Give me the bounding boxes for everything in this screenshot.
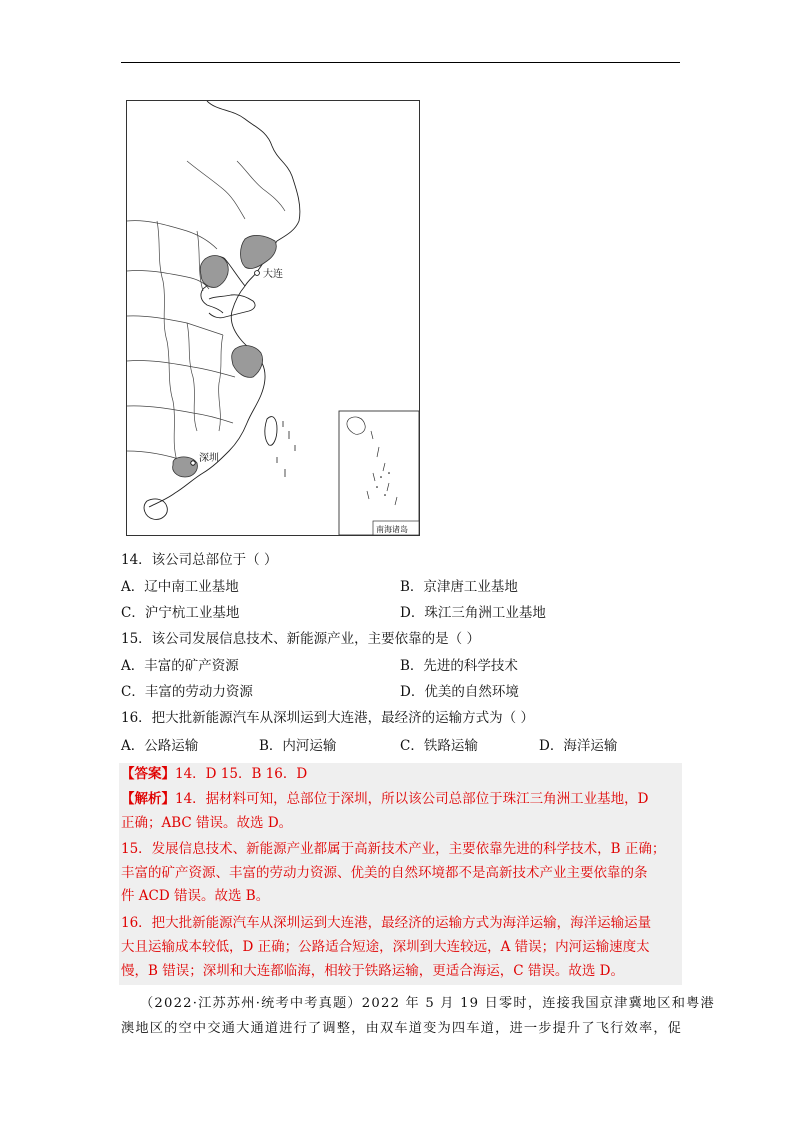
q15-stem: 15．该公司发展信息技术、新能源产业，主要依靠的是（ ） (121, 631, 480, 647)
q16-option-b: B．内河运输 (259, 738, 337, 754)
map-drawing (127, 101, 420, 536)
analysis-line-5: 件 ACD 错误。故选 B。 (121, 888, 270, 904)
china-east-map (126, 100, 420, 536)
label-shenzhen: 深圳 (199, 453, 219, 464)
analysis-tag: 【解析】 (121, 791, 175, 807)
q16-option-a: A．公路运输 (121, 738, 199, 754)
analysis-text-1: 14．据材料可知，总部位于深圳，所以该公司总部位于珠江三角洲工业基地，D (175, 791, 649, 807)
passage-line-1: （2022·江苏苏州·统考中考真题）2022 年 5 月 19 日零时，连接我国京津冀地区和粤港 (140, 996, 715, 1011)
q15-option-b: B．先进的科学技术 (400, 658, 518, 674)
q16-option-c: C．铁路运输 (400, 738, 478, 754)
q14-option-d: D．珠江三角洲工业基地 (400, 605, 546, 621)
answer-line (121, 764, 307, 784)
q14-stem: 14．该公司总部位于（ ） (121, 552, 278, 568)
analysis-line-7: 大且运输成本较低，D 正确；公路适合短途，深圳到大连较远，A 错误；内河运输速度太 (121, 939, 650, 955)
header-rule (121, 62, 680, 63)
q15-option-a: A．丰富的矿产资源 (121, 658, 239, 674)
q15-option-d: D．优美的自然环境 (400, 684, 519, 700)
label-dalian: 大连 (263, 269, 283, 280)
analysis-line-4: 丰富的矿产资源、丰富的劳动力资源、优美的自然环境都不是高新技术产业主要依靠的条 (121, 865, 648, 881)
analysis-line-3: 15．发展信息技术、新能源产业都属于高新技术产业，主要依靠先进的科学技术，B 正确； (121, 841, 666, 857)
analysis-line-6: 16．把大批新能源汽车从深圳运到大连港，最经济的运输方式为海洋运输，海洋运输运量 (121, 915, 652, 931)
q14-option-a: A．辽中南工业基地 (121, 579, 239, 595)
inset-label: 南海诸岛 (376, 525, 408, 534)
answer-text: 14．D 15．B 16．D (175, 766, 308, 782)
q14-option-c: C．沪宁杭工业基地 (121, 605, 240, 621)
analysis-line-1 (121, 789, 649, 809)
answer-tag: 【答案】 (121, 766, 175, 782)
analysis-line-2: 正确；ABC 错误。故选 D。 (121, 815, 293, 831)
passage-line-2: 澳地区的空中交通大通道进行了调整，由双车道变为四车道，进一步提升了飞行效率，促 (121, 1021, 683, 1036)
q14-option-b: B．京津唐工业基地 (400, 579, 518, 595)
analysis-line-8: 慢，B 错误；深圳和大连都临海，相较于铁路运输，更适合海运，C 错误。故选 D。 (121, 963, 624, 979)
q16-stem: 16．把大批新能源汽车从深圳运到大连港，最经济的运输方式为（ ） (121, 710, 534, 726)
q15-option-c: C．丰富的劳动力资源 (121, 684, 253, 700)
q16-option-d: D．海洋运输 (539, 738, 618, 754)
